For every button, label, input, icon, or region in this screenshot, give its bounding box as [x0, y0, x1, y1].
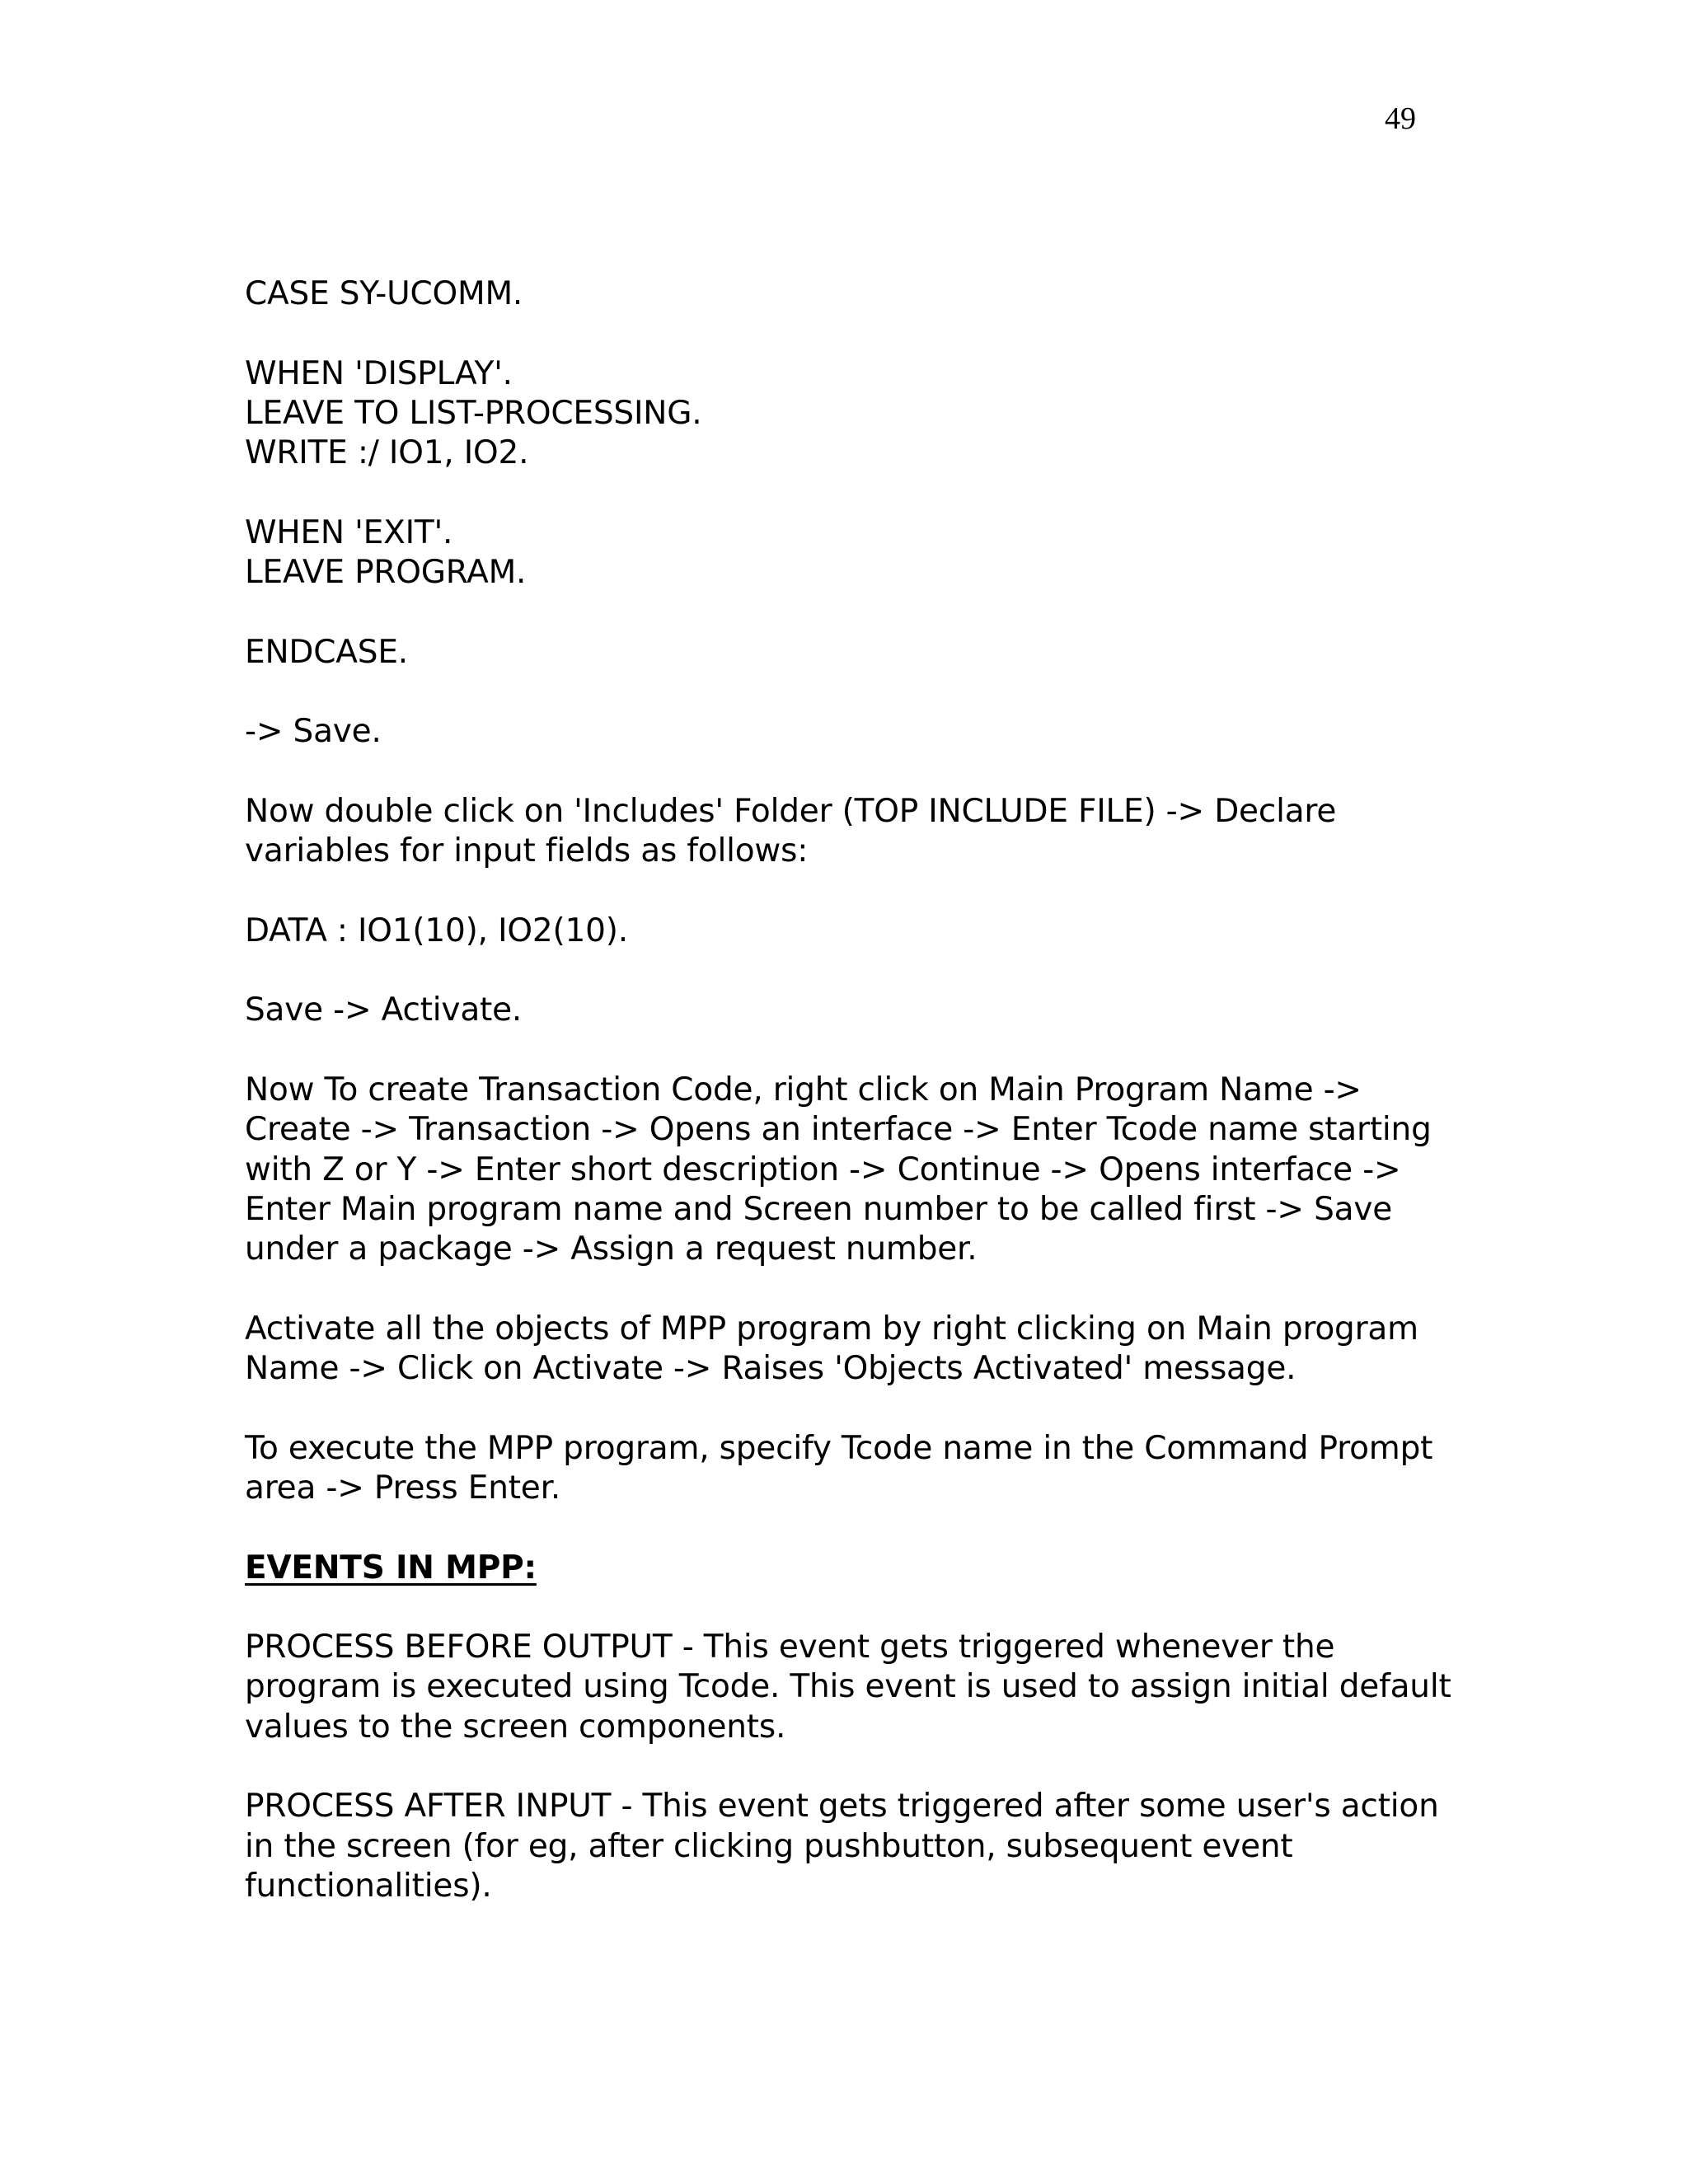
execute-paragraph	[245, 1429, 1531, 1509]
events-heading-block	[245, 1549, 1531, 1588]
paragraph-line: in the screen (for eg, after clicking pushbutton, subsequent event	[245, 1827, 1293, 1865]
document-body	[245, 274, 1531, 1946]
paragraph-line: area -> Press Enter.	[245, 1469, 561, 1507]
paragraph-line: Now To create Transaction Code, right click on Main Program Name ->	[245, 1071, 1362, 1108]
pbo-paragraph	[245, 1628, 1531, 1747]
pai-paragraph	[245, 1787, 1531, 1906]
paragraph-line: variables for input fields as follows:	[245, 832, 809, 870]
paragraph-line: program is executed using Tcode. This event is used to assign initial default	[245, 1668, 1451, 1706]
paragraph-line: Create -> Transaction -> Opens an interface -> Enter Tcode name starting	[245, 1111, 1432, 1149]
code-line: CASE SY-UCOMM.	[245, 275, 523, 312]
paragraph-line: To execute the MPP program, specify Tcode name in the Command Prompt	[245, 1429, 1433, 1467]
when-exit-block	[245, 513, 1531, 593]
instruction-line: Save -> Activate.	[245, 991, 523, 1029]
paragraph-line: values to the screen components.	[245, 1708, 786, 1746]
code-line: WHEN 'EXIT'.	[245, 513, 453, 551]
code-line: WRITE :/ IO1, IO2.	[245, 434, 529, 472]
when-display-block	[245, 354, 1531, 474]
save-activate-step	[245, 991, 1531, 1030]
case-statement-block	[245, 274, 1531, 314]
code-line: LEAVE PROGRAM.	[245, 554, 527, 592]
paragraph-line: Name -> Click on Activate -> Raises 'Objects Activated' message.	[245, 1350, 1296, 1388]
instruction-line: -> Save.	[245, 713, 382, 751]
code-line: DATA : IO1(10), IO2(10).	[245, 912, 628, 949]
activate-paragraph	[245, 1310, 1531, 1390]
code-line: ENDCASE.	[245, 633, 408, 671]
paragraph-line: Now double click on 'Includes' Folder (TOP INCLUDE FILE) -> Declare	[245, 792, 1337, 830]
data-declaration	[245, 912, 1531, 951]
section-heading: EVENTS IN MPP:	[245, 1549, 537, 1586]
transaction-code-paragraph	[245, 1071, 1531, 1269]
endcase-block	[245, 633, 1531, 673]
code-line: WHEN 'DISPLAY'.	[245, 354, 513, 392]
paragraph-line: under a package -> Assign a request number.	[245, 1230, 978, 1268]
paragraph-line: with Z or Y -> Enter short description -> Continue -> Opens interface ->	[245, 1151, 1401, 1188]
code-line: LEAVE TO LIST-PROCESSING.	[245, 394, 702, 432]
page-number: 49	[1385, 101, 1416, 136]
paragraph-line: functionalities).	[245, 1867, 492, 1905]
paragraph-line: Enter Main program name and Screen number to be called first -> Save	[245, 1190, 1393, 1228]
save-step	[245, 712, 1531, 752]
paragraph-line: Activate all the objects of MPP program by right clicking on Main program	[245, 1310, 1418, 1347]
paragraph-line: PROCESS AFTER INPUT - This event gets triggered after some user's action	[245, 1788, 1439, 1825]
paragraph-line: PROCESS BEFORE OUTPUT - This event gets triggered whenever the	[245, 1629, 1335, 1666]
includes-paragraph	[245, 792, 1531, 872]
